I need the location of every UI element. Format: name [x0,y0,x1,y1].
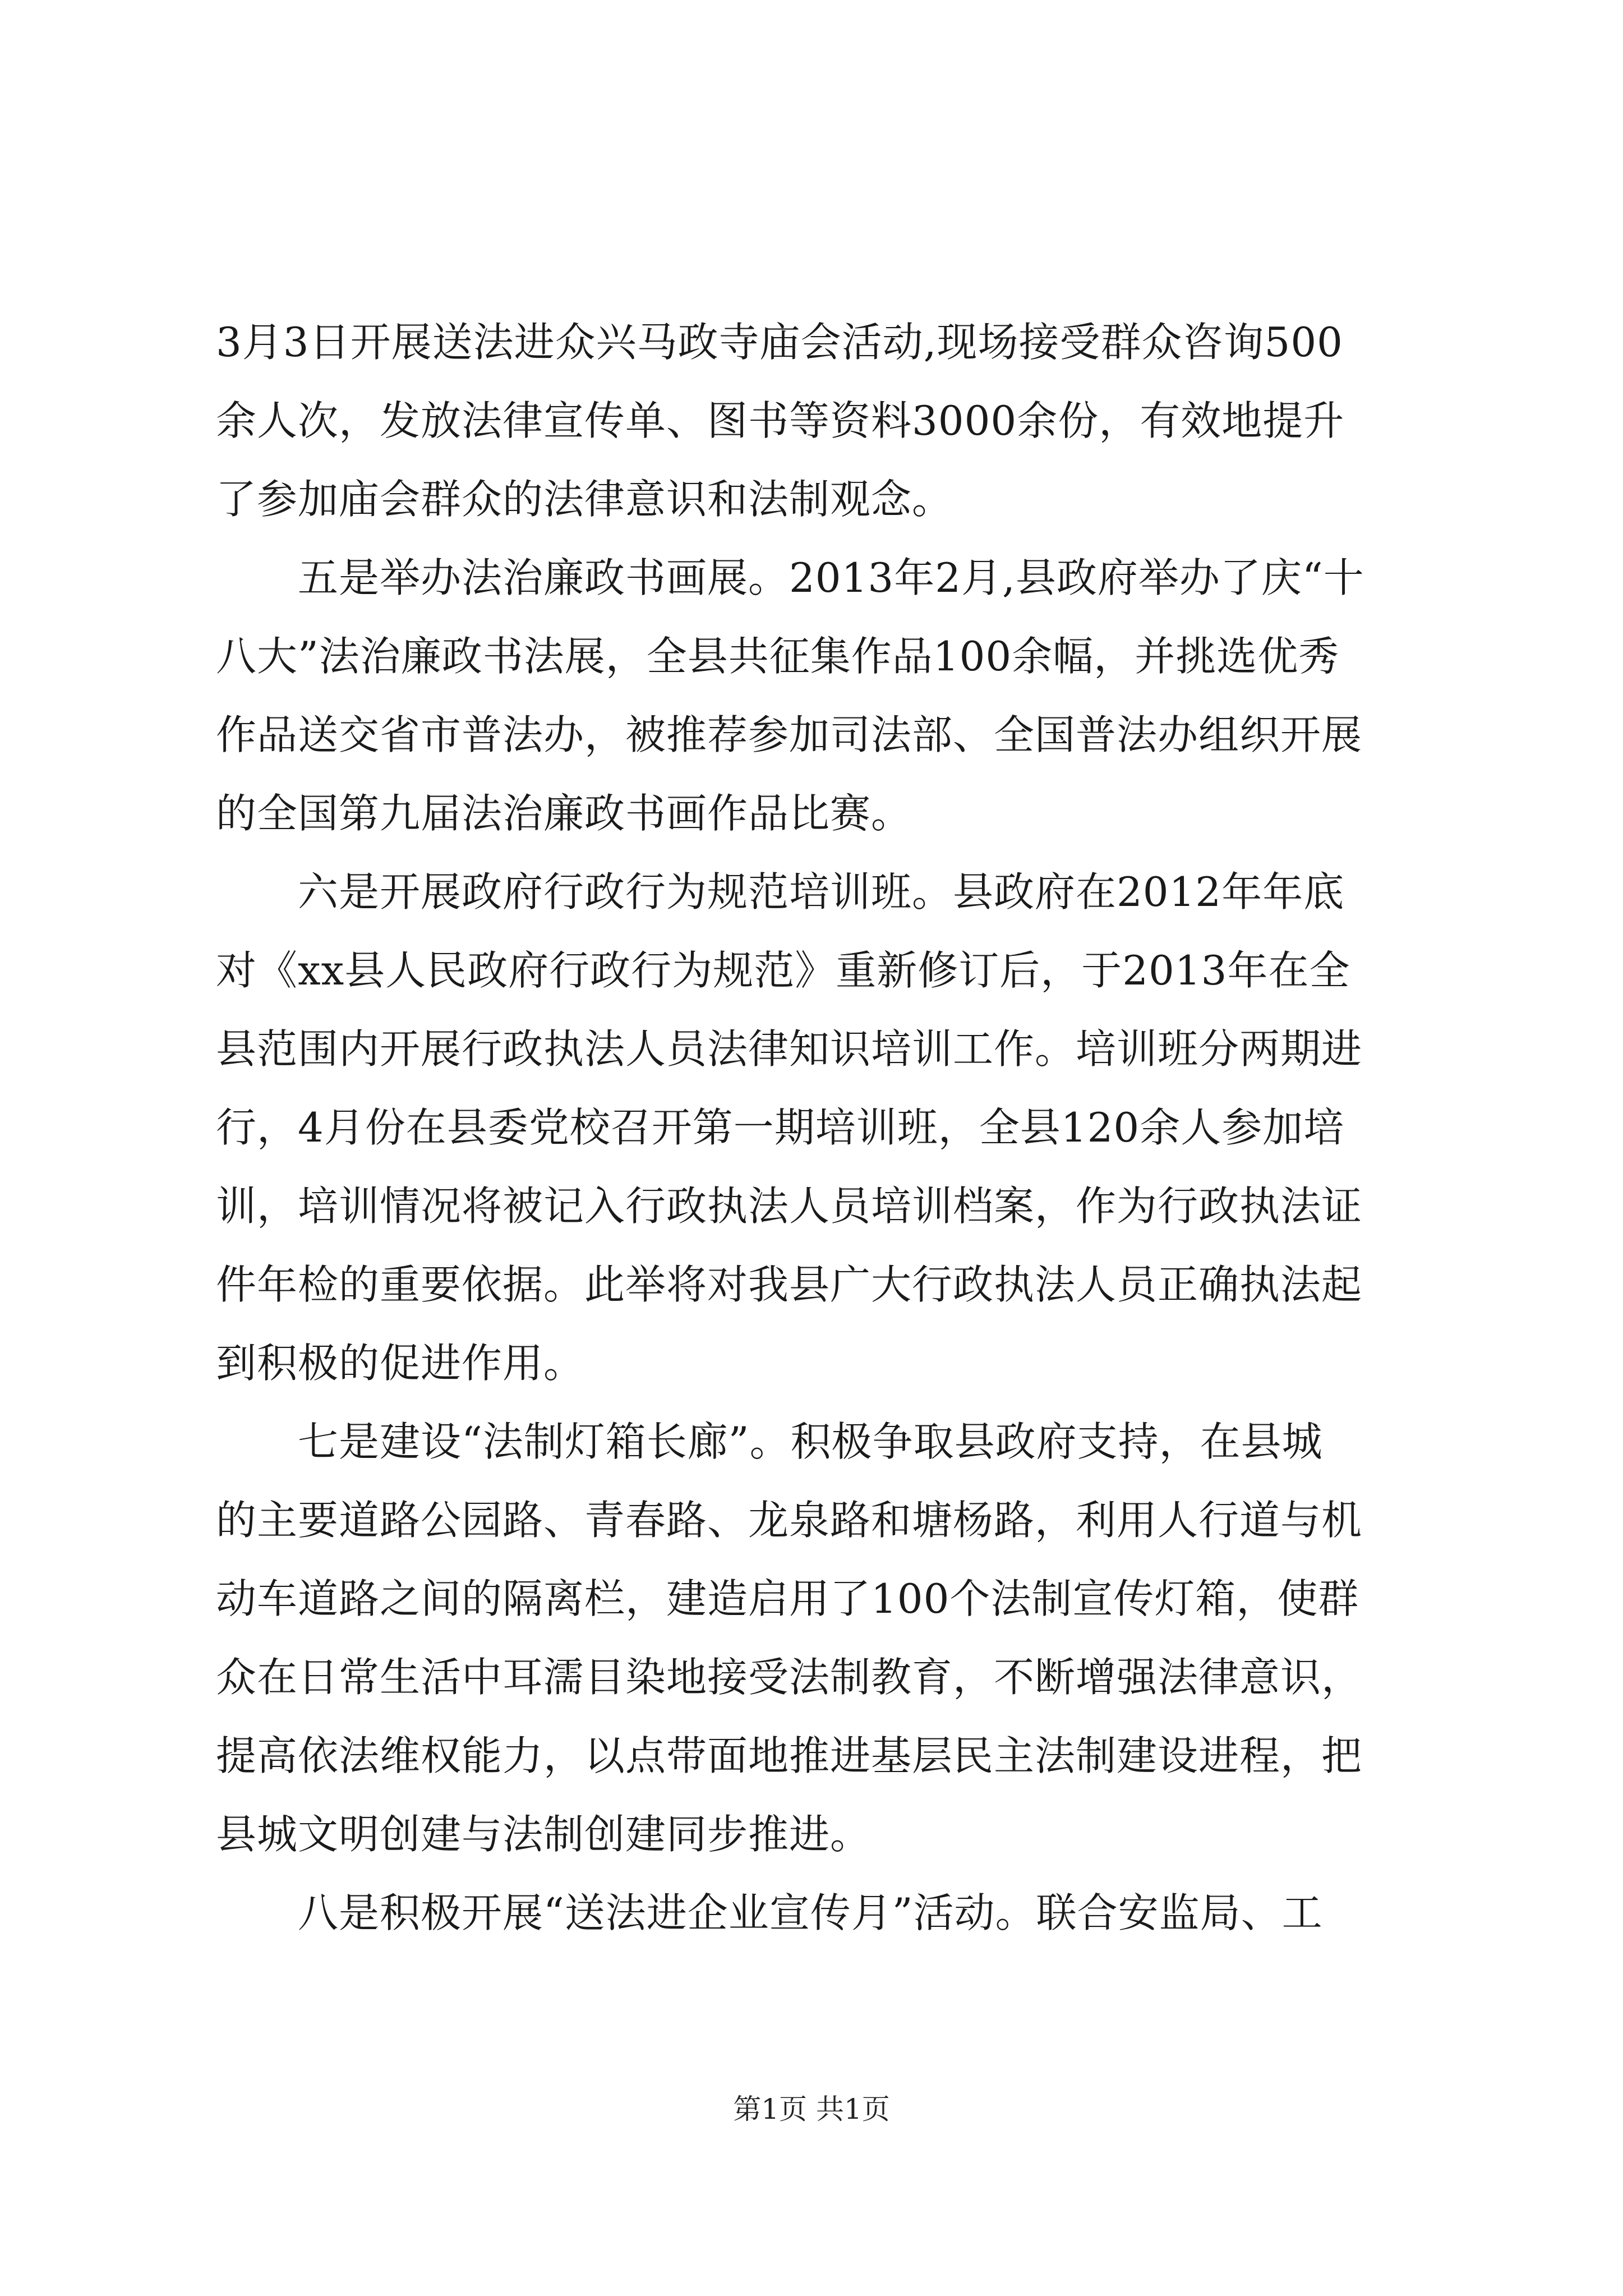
document-body [216,303,1416,1952]
text-line: 八是积极开展“送法进企业宣传月”活动。联合安监局、工 [216,1889,1323,1936]
text-line: 六是开展政府行政行为规范培训班。县政府在2012年年底 [216,868,1345,915]
text-line: 对《xx县人民政府行政行为规范》重新修订后，于2013年在全 [216,947,1350,994]
text-line: 的全国第九届法治廉政书画作品比赛。 [216,790,912,837]
text-line: 行，4月份在县委党校召开第一期培训班，全县120余人参加培 [216,1104,1345,1151]
text-line: 七是建设“法制灯箱长廊”。积极争取县政府支持，在县城 [216,1418,1323,1465]
text-line: 县范围内开展行政执法人员法律知识培训工作。培训班分两期进 [216,1025,1363,1073]
text-line: 八大”法治廉政书法展，全县共征集作品100余幅，并挑选优秀 [216,633,1340,680]
text-line: 余人次，发放法律宣传单、图书等资料3000余份，有效地提升 [216,397,1345,444]
text-line: 3月3日开展送法进众兴马政寺庙会活动,现场接受群众咨询500 [216,319,1343,366]
text-line: 件年检的重要依据。此举将对我县广大行政执法人员正确执法起 [216,1261,1363,1308]
text-line: 的主要道路公园路、青春路、龙泉路和塘杨路，利用人行道与机 [216,1497,1363,1544]
text-line: 动车道路之间的隔离栏，建造启用了100个法制宣传灯箱，使群 [216,1575,1359,1622]
text-line: 众在日常生活中耳濡目染地接受法制教育，不断增强法律意识， [216,1654,1363,1701]
text-line: 县城文明创建与法制创建同步推进。 [216,1811,872,1858]
text-line: 五是举办法治廉政书画展。2013年2月,县政府举办了庆“十 [216,554,1364,601]
text-line: 训，培训情况将被记入行政执法人员培训档案，作为行政执法证 [216,1182,1363,1230]
text-line: 提高依法维权能力，以点带面地推进基层民主法制建设进程，把 [216,1732,1363,1779]
text-line: 了参加庙会群众的法律意识和法制观念。 [216,476,953,523]
text-line: 作品送交省市普法办，被推荐参加司法部、全国普法办组织开展 [216,711,1363,758]
page-footer: 第1页 共1页 [733,2093,890,2125]
text-line: 到积极的促进作用。 [216,1340,585,1387]
